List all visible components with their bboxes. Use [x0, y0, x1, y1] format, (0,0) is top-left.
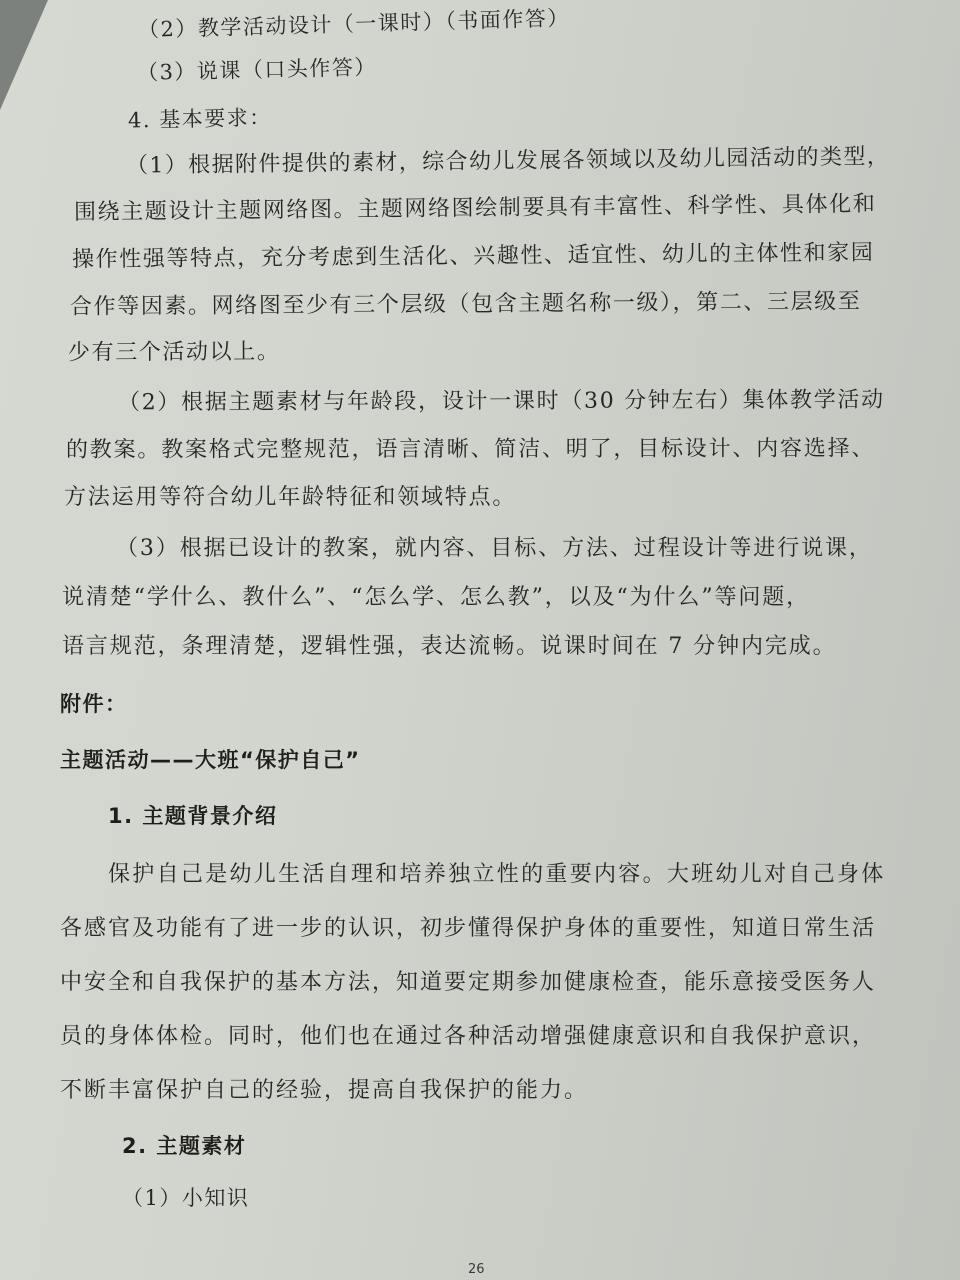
page-corner-fold — [0, 0, 48, 110]
text-line: 少有三个活动以上。 — [67, 339, 281, 366]
text-line: （2）根据主题素材与年龄段，设计一课时（30 分钟左右）集体教学活动 — [117, 387, 885, 416]
text-line: 语言规范，条理清楚，逻辑性强，表达流畅。说课时间在 7 分钟内完成。 — [62, 634, 837, 659]
text-line: 围绕主题设计主题网络图。主题网络图绘制要具有丰富性、科学性、具体化和 — [73, 191, 877, 226]
subsection-heading: （1）小知识 — [122, 1186, 250, 1210]
text-line: 说清楚“学什么、教什么”、“怎么学、怎么教”，以及“为什么”等问题， — [62, 585, 811, 610]
text-line: 保护自己是幼儿生活自理和培养独立性的重要内容。大班幼儿对自己身体 — [108, 862, 886, 887]
appendix-heading: 附件： — [60, 692, 128, 716]
text-line: 方法运用等符合幼儿年龄特征和领域特点。 — [64, 485, 517, 510]
text-line: 操作性强等特点，充分考虑到生活化、兴趣性、适宜性、幼儿的主体性和家园 — [71, 240, 875, 273]
text-line: 不断丰富保护自己的经验，提高自我保护的能力。 — [60, 1078, 589, 1103]
text-line: （1）根据附件提供的素材，综合幼儿发展各领域以及幼儿园活动的类型， — [125, 144, 891, 179]
page-number: 26 — [468, 1262, 485, 1277]
text-line: （3）说课（口头作答） — [136, 55, 378, 85]
text-line: 合作等因素。网络图至少有三个层级（包含主题名称一级），第二、三层级至 — [69, 289, 862, 320]
section-heading: 2. 主题素材 — [122, 1134, 247, 1158]
section-heading: 1. 主题背景介绍 — [108, 804, 278, 828]
text-line: 的教案。教案格式完整规范，语言清晰、简洁、明了，目标设计、内容选择、 — [65, 436, 876, 463]
text-line: 各感官及功能有了进一步的认识，初步懂得保护身体的重要性，知道日常生活 — [60, 916, 877, 941]
section-heading: 4. 基本要求： — [127, 105, 272, 133]
text-line: 员的身体体检。同时，他们也在通过各种活动增强健康意识和自我保护意识， — [60, 1024, 877, 1049]
text-line: 中安全和自我保护的基本方法，知道要定期参加健康检查，能乐意接受医务人 — [60, 970, 877, 995]
theme-title: 主题活动——大班“保护自己” — [60, 748, 361, 772]
text-line: （3）根据已设计的教案，就内容、目标、方法、过程设计等进行说课， — [116, 536, 873, 561]
text-line: （2）教学活动设计（一课时）（书面作答） — [137, 5, 571, 43]
